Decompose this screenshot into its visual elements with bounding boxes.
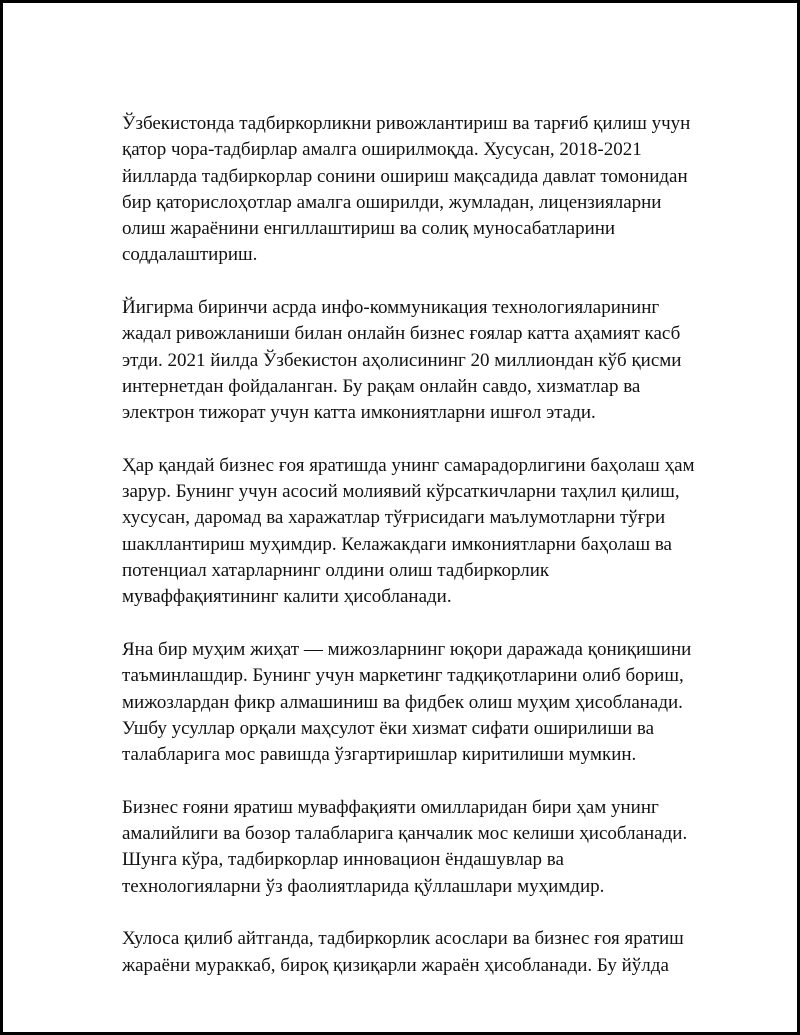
paragraph-3 <box>122 453 702 611</box>
text-line: электрон тижорат учун катта имкониятларни ишғол этади. <box>122 402 596 424</box>
text-line: шакллантириш муҳимдир. Келажакдаги имкониятларни баҳолаш ва <box>122 533 672 555</box>
text-line: жадал ривожланиши билан онлайн бизнес ғоялар катта аҳамият касб <box>122 323 681 345</box>
text-line: Ўзбекистонда тадбиркорликни ривожлантириш ва тарғиб қилиш учун <box>122 113 691 134</box>
text-line: бир қаторислоҳотлар амалга оширилди, жумладан, лицензияларни <box>122 191 662 213</box>
paragraph-5 <box>122 795 702 900</box>
paragraph-2 <box>122 295 702 426</box>
text-line: технологияларни ўз фаолиятларида қўллашлари муҳимдир. <box>122 875 605 897</box>
text-line: амалийлиги ва бозор талабларига қанчалик мос келиши ҳисобланади. <box>122 823 688 845</box>
text-line: олиш жараёнини енгиллаштириш ва солиқ муносабатларини <box>122 218 616 240</box>
document-body <box>122 111 702 1005</box>
text-line: йилларда тадбиркорлар сонини ошириш мақсадида давлат томонидан <box>122 165 688 187</box>
text-line: мижозлардан фикр алмашиниш ва фидбек олиш муҳим ҳисобланади. <box>122 691 683 713</box>
text-line: Йигирма биринчи асрда инфо-коммуникация технологияларининг <box>122 297 660 319</box>
text-line: Шунга кўра, тадбиркорлар инновацион ёндашувлар ва <box>122 849 564 871</box>
paragraph-6 <box>122 926 702 979</box>
text-line: муваффақиятининг калити ҳисобланади. <box>122 586 452 608</box>
paragraph-1 <box>122 111 702 269</box>
text-line: Хулоса қилиб айтганда, тадбиркорлик асослари ва бизнес ғоя яратиш <box>122 928 684 950</box>
text-line: соддалаштириш. <box>122 244 258 266</box>
text-line: Ушбу усуллар орқали маҳсулот ёки хизмат сифати оширилиши ва <box>122 717 655 739</box>
text-line: потенциал хатарларнинг олдини олиш тадбиркорлик <box>122 560 550 582</box>
text-line: Бизнес ғояни яратиш муваффақияти омилларидан бири ҳам унинг <box>122 796 659 818</box>
text-line: зарур. Бунинг учун асосий молиявий кўрсаткичларни таҳлил қилиш, <box>122 481 680 503</box>
text-line: Ҳар қандай бизнес ғоя яратишда унинг самарадорлигини баҳолаш ҳам <box>122 454 695 476</box>
text-line: Яна бир муҳим жиҳат — мижозларнинг юқори даражада қониқишини <box>122 638 692 660</box>
text-line: таъминлашдир. Бунинг учун маркетинг тадқиқотларини олиб бориш, <box>122 665 684 687</box>
text-line: талабларига мос равишда ўзгартиришлар киритилиши мумкин. <box>122 744 637 766</box>
text-line: хусусан, даромад ва харажатлар тўғрисидаги маълумотларни тўғри <box>122 507 666 529</box>
text-line: қатор чора-тадбирлар амалга оширилмоқда. Хусусан, 2018-2021 <box>122 139 642 161</box>
paragraph-4 <box>122 637 702 768</box>
text-line: интернетдан фойдаланган. Бу рақам онлайн савдо, хизматлар ва <box>122 375 641 397</box>
text-line: жараёни мураккаб, бироқ қизиқарли жараён ҳисобланади. Бу йўлда <box>122 954 669 976</box>
text-line: этди. 2021 йилда Ўзбекистон аҳолисининг 20 миллиондан кўб қисми <box>122 349 682 371</box>
